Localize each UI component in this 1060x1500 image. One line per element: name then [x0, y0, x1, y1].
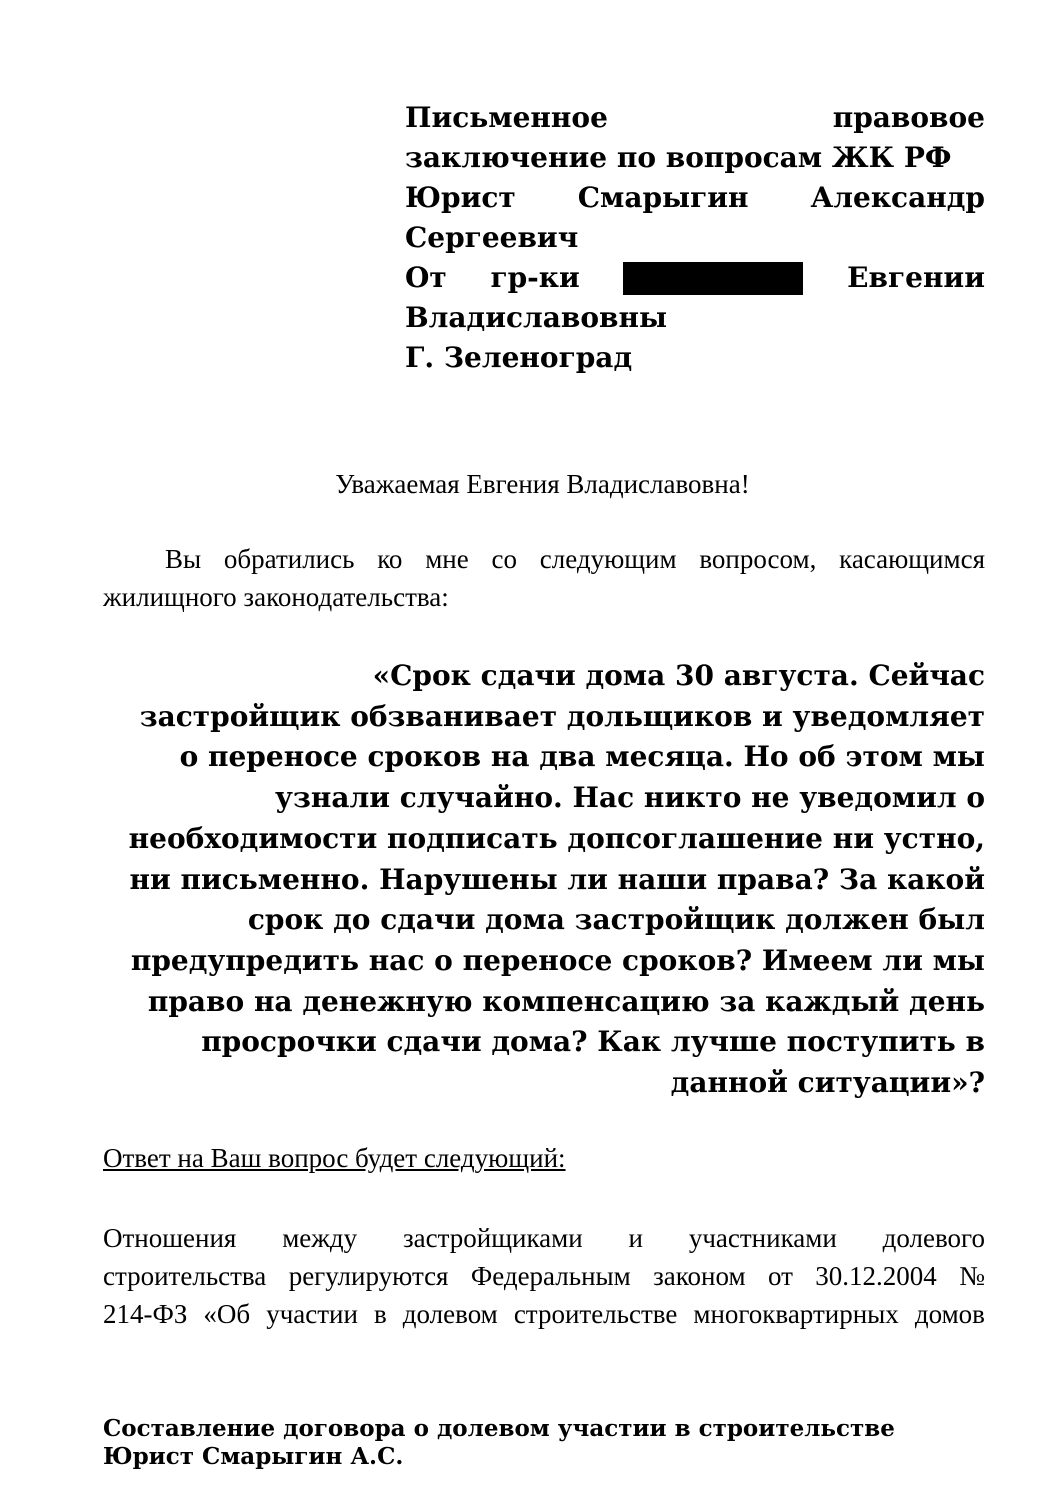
body-word: между [282, 1223, 358, 1253]
question-line: просрочки сдачи дома? Как лучше поступить в [201, 1025, 985, 1059]
body-word: законом [653, 1261, 746, 1291]
body-word: № [959, 1261, 985, 1291]
intro-line-1 [103, 540, 985, 578]
document-header [405, 98, 985, 378]
intro-paragraph [103, 540, 985, 616]
body-line-1 [103, 1219, 985, 1257]
header-line-3 [405, 178, 985, 218]
body-word: участниками [688, 1223, 837, 1253]
body-line-3 [103, 1295, 985, 1333]
body-word: многоквартирных [693, 1299, 899, 1329]
intro-word: мне [425, 544, 469, 574]
question-line: застройщик обзванивает дольщиков и уведомляет [139, 699, 985, 733]
intro-word: вопросом, [699, 544, 817, 574]
answer-heading: Ответ на Ваш вопрос будет следующий: [103, 1143, 566, 1173]
header-text: Владиславовны [405, 301, 668, 334]
page-footer [103, 1415, 895, 1471]
intro-word: следующим [539, 544, 677, 574]
header-word: правовое [832, 101, 985, 134]
body-word: в [374, 1299, 387, 1329]
header-line-7 [405, 338, 985, 378]
body-word: и [628, 1223, 643, 1253]
intro-word: касающимся [839, 544, 985, 574]
header-word: гр-ки [490, 261, 580, 294]
question-line: ни письменно. Нарушены ли наши права? За какой [129, 862, 985, 896]
body-word: Федеральным [470, 1261, 631, 1291]
question-line: данной ситуации»? [670, 1066, 985, 1100]
question-line: предупредить нас о переносе сроков? Имеем ли мы [130, 943, 985, 977]
body-word: 214-ФЗ [103, 1299, 188, 1329]
intro-word: со [491, 544, 517, 574]
header-text: Сергеевич [405, 221, 579, 254]
body-word: долевом [402, 1299, 498, 1329]
answer-body [103, 1219, 985, 1333]
footer-line-2: Юрист Смарыгин А.С. [103, 1443, 404, 1470]
body-word: долевого [882, 1223, 985, 1253]
body-word: участии [266, 1299, 358, 1329]
intro-word: ко [377, 544, 403, 574]
body-word: застройщиками [403, 1223, 583, 1253]
header-line-1 [405, 98, 985, 138]
header-word: Письменное [405, 101, 608, 134]
body-line-2 [103, 1257, 985, 1295]
header-line-6 [405, 298, 985, 338]
question-line: необходимости подписать допсоглашение ни устно, [128, 821, 985, 855]
question-line: срок до сдачи дома застройщик должен был [247, 903, 985, 937]
header-word: Александр [810, 181, 985, 214]
body-word: строительства [103, 1261, 267, 1291]
question-line: о переносе сроков на два месяца. Но об этом мы [179, 740, 985, 774]
question-line: узнали случайно. Нас никто не уведомил о [275, 781, 985, 815]
intro-line-2: жилищного законодательства: [103, 582, 449, 612]
header-word: Смарыгин [577, 181, 749, 214]
greeting: Уважаемая Евгения Владиславовна! [335, 469, 750, 499]
body-word: «Об [203, 1299, 251, 1329]
redaction-box [623, 262, 803, 295]
body-word: Отношения [103, 1223, 237, 1253]
header-line-2 [405, 138, 985, 178]
intro-word: обратились [223, 544, 355, 574]
header-word: Евгении [847, 261, 985, 294]
header-word: От [405, 261, 447, 294]
footer-line-1: Составление договора о долевом участии в строительстве [103, 1415, 895, 1442]
header-text: Г. Зеленоград [405, 341, 633, 374]
body-word: от [767, 1261, 793, 1291]
header-line-5 [405, 258, 985, 298]
question-line: «Срок сдачи дома 30 августа. Сейчас [372, 659, 985, 692]
question-line: право на денежную компенсацию за каждый день [147, 984, 985, 1018]
body-word: 30.12.2004 [815, 1261, 937, 1291]
body-word: регулируются [288, 1261, 449, 1291]
client-question [103, 656, 985, 1104]
body-word: строительстве [513, 1299, 678, 1329]
header-word: Юрист [405, 181, 516, 214]
body-word: домов [914, 1299, 985, 1329]
intro-word: Вы [165, 544, 202, 574]
header-line-4 [405, 218, 985, 258]
header-text: заключение по вопросам ЖК РФ [405, 141, 952, 174]
